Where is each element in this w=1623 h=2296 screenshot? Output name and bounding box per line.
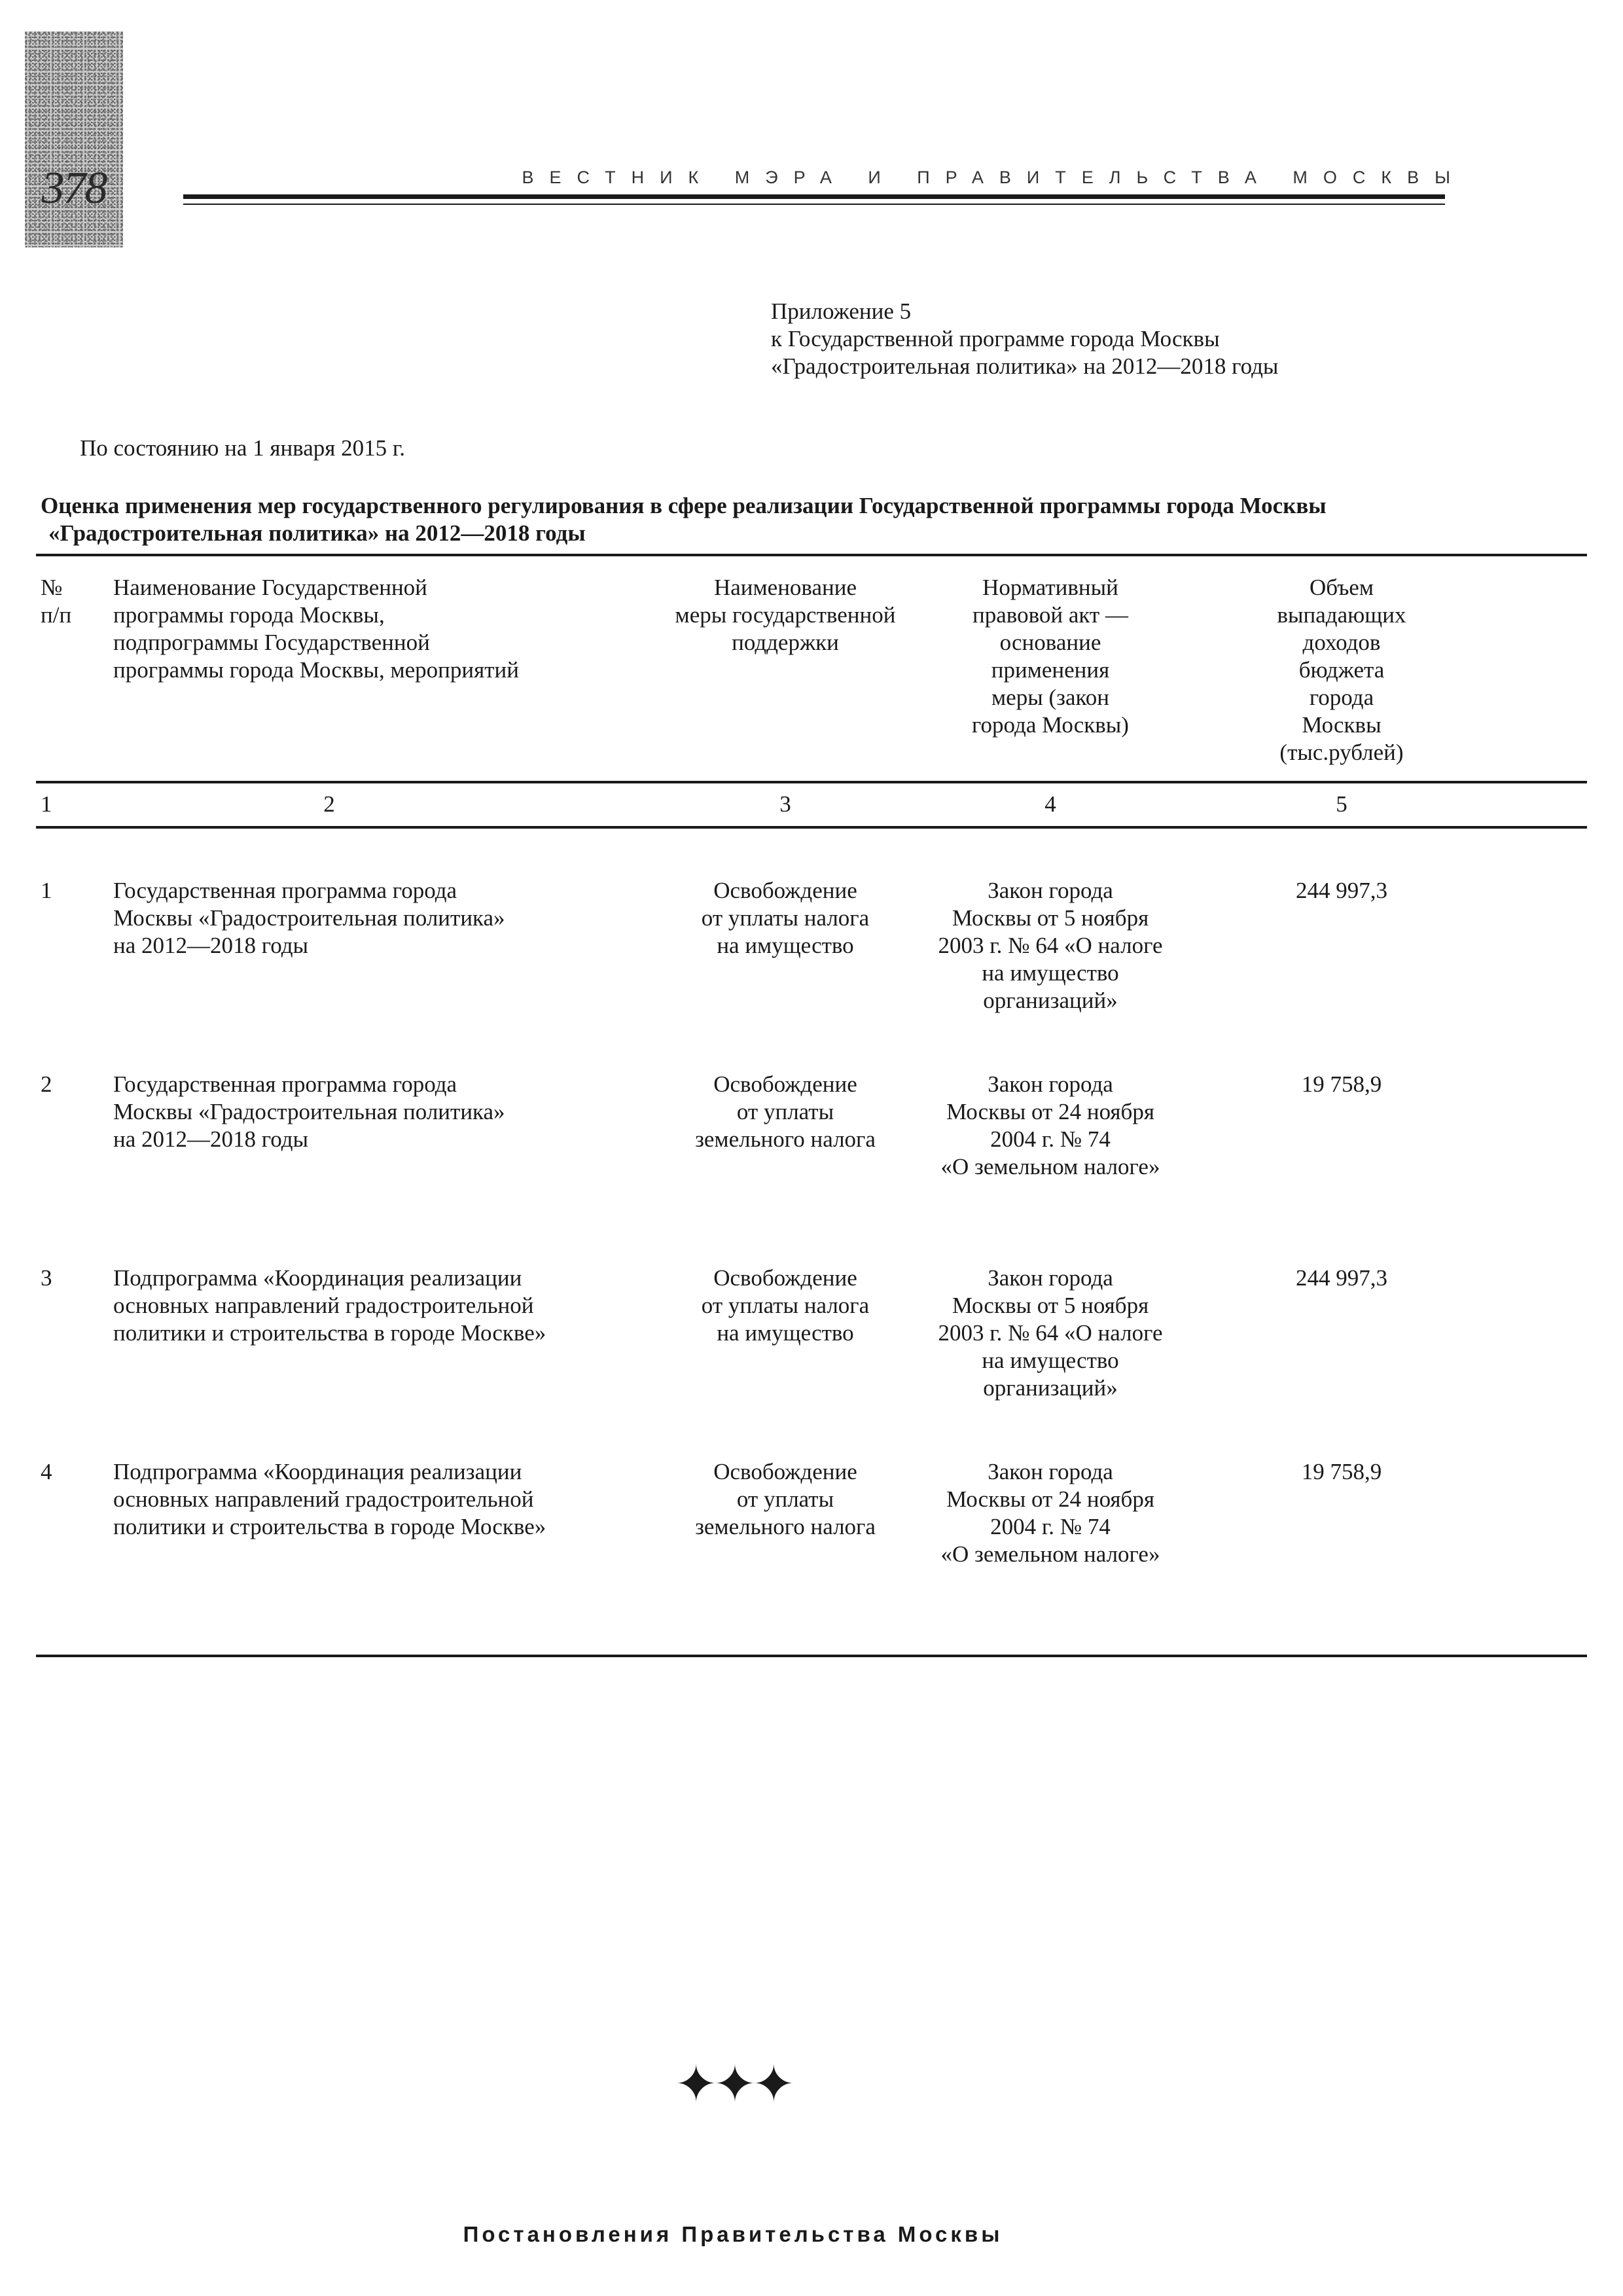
appendix-line: «Градостроительная политика» на 2012—2018 годы (771, 353, 1279, 379)
column-number: 1 (41, 791, 52, 817)
row-number: 2 (41, 1071, 52, 1097)
row-number: 3 (41, 1265, 52, 1291)
program-name: Государственная программа города Москвы «Градостроительная политика» на 2012—2018 годы (113, 878, 505, 958)
revenue-amount: 244 997,3 (1296, 878, 1387, 903)
support-measure: Освобождение от уплаты налога на имущество (701, 878, 870, 958)
header-program-name: Наименование Государственной программы города Москвы, подпрограммы Государственной программы города Москвы, мероприятий (113, 575, 519, 683)
header-amount: Объем выпадающих доходов бюджета города Москвы (тыс.рублей) (1277, 575, 1406, 765)
column-numbers-rule (36, 826, 1587, 829)
appendix-note (771, 298, 1278, 380)
table-bottom-rule (36, 1655, 1587, 1657)
header-rule (183, 194, 1445, 199)
page-number: 378 (41, 163, 107, 213)
revenue-amount: 244 997,3 (1296, 1265, 1387, 1291)
table-title-line: Оценка применения мер государственного регулирования в сфере реализации Государственной программы города Москвы (41, 493, 1327, 518)
footer-section-title: Постановления Правительства Москвы (463, 2222, 1003, 2246)
running-header: ВЕСТНИК МЭРА И ПРАВИТЕЛЬСТВА МОСКВЫ (522, 168, 1466, 187)
legal-act: Закон города Москвы от 5 ноября 2003 г. № 64 «О налоге на имущество организаций» (938, 1265, 1163, 1401)
column-number: 5 (1336, 791, 1347, 817)
column-number: 2 (323, 791, 335, 817)
column-number: 4 (1044, 791, 1056, 817)
revenue-amount: 19 758,9 (1301, 1459, 1382, 1484)
table-top-rule (36, 554, 1587, 556)
program-name: Подпрограмма «Координация реализации основных направлений градостроительной политики и строительства в городе Москве» (113, 1459, 546, 1539)
header-num: № п/п (41, 575, 72, 628)
program-name: Подпрограмма «Координация реализации основных направлений градостроительной политики и строительства в городе Москве» (113, 1265, 546, 1346)
header-bottom-rule (36, 781, 1587, 783)
program-name: Государственная программа города Москвы «Градостроительная политика» на 2012—2018 годы (113, 1071, 505, 1152)
support-measure: Освобождение от уплаты налога на имущество (701, 1265, 870, 1346)
column-number: 3 (779, 791, 791, 817)
page-number-box (25, 31, 123, 247)
appendix-line: Приложение 5 (771, 298, 912, 324)
section-ornament: ✦✦✦ (674, 2056, 792, 2113)
row-number: 4 (41, 1459, 52, 1484)
appendix-line: к Государственной программе города Москвы (771, 326, 1220, 351)
table-title (41, 492, 1585, 547)
legal-act: Закон города Москвы от 24 ноября 2004 г. № 74 «О земельном налоге» (940, 1459, 1160, 1567)
revenue-amount: 19 758,9 (1301, 1071, 1382, 1097)
support-measure: Освобождение от уплаты земельного налога (695, 1071, 876, 1152)
header-rule-thin (183, 204, 1445, 205)
legal-act: Закон города Москвы от 5 ноября 2003 г. № 64 «О налоге на имущество организаций» (938, 878, 1163, 1013)
as-of-date: По состоянию на 1 января 2015 г. (80, 435, 406, 461)
header-measure: Наименование меры государственной поддержки (675, 575, 896, 655)
header-legal-act: Нормативный правовой акт — основание применения меры (закон города Москвы) (972, 575, 1129, 738)
row-number: 1 (41, 878, 52, 903)
table-title-line: «Градостроительная политика» на 2012—2018 годы (48, 520, 586, 546)
support-measure: Освобождение от уплаты земельного налога (695, 1459, 876, 1539)
legal-act: Закон города Москвы от 24 ноября 2004 г. № 74 «О земельном налоге» (940, 1071, 1160, 1179)
